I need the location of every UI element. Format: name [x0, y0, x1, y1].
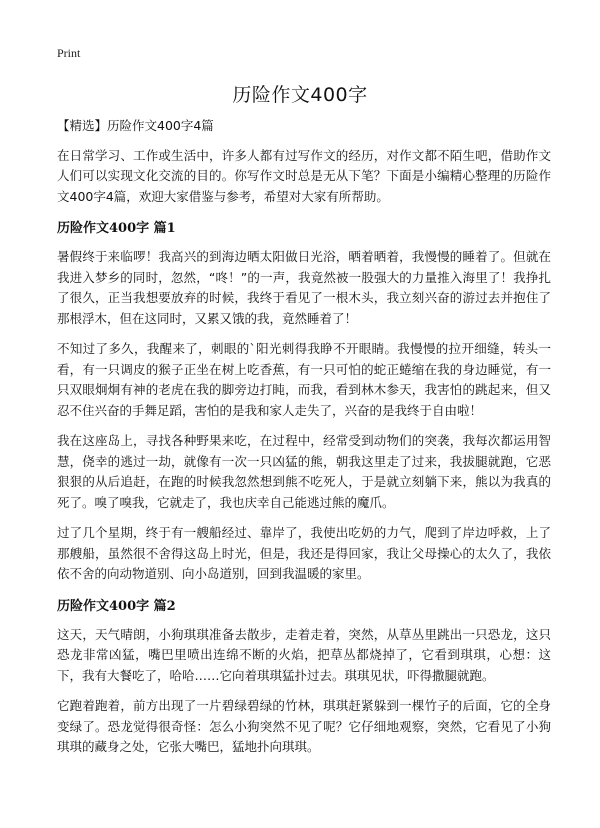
section-heading: 历险作文400字 篇1: [57, 221, 176, 236]
section-heading: 历险作文400字 篇2: [57, 598, 176, 614]
section-2: [57, 597, 551, 758]
section-1: [57, 219, 551, 585]
print-link[interactable]: Print: [57, 46, 81, 60]
paragraph: 它跑着跑着，前方出现了一片碧绿碧绿的竹林，琪琪赶紧躲到一棵竹子的后面，它的全身变绿了。恐龙觉得很奇怪：怎么小狗突然不见了呢？它仔细地观察，突然，它看见了小狗琪琪的藏身之处，它张大嘴巴，猛地扑向琪琪。: [57, 698, 551, 754]
paragraph: 过了几个星期，终于有一艘船经过、靠岸了，我使出吃奶的力气，爬到了岸边呼救，上了那艘船，虽然很不舍得这岛上时光，但是，我还是得回家，我让父母操心的太久了，我依依不舍的向动物道别、向小岛道别，回到我温暖的家里。: [57, 525, 551, 581]
paragraph: 我在这座岛上，寻找各种野果来吃，在过程中，经常受到动物们的突袭，我每次都运用智慧，侥幸的逃过一劫，就像有一次一只凶猛的熊，朝我这里走了过来，我拔腿就跑，它恶狠狠的从后追赶，在跑的时候我忽然想到熊不吃死人，于是就立刻躺下来，熊以为我真的死了。嗅了嗅我，它就走了，我也庆幸自己能逃过熊的魔爪。: [57, 433, 551, 510]
page-title: 历险作文400字: [232, 84, 368, 106]
article-body: [57, 116, 551, 768]
paragraph: 暑假终于来临啰！我高兴的到海边晒太阳做日光浴，晒着晒着，我慢慢的睡着了。但就在我进入梦乡的同时，忽然，“咚！”的一声，我竟然被一股强大的力量推入海里了！我挣扎了很久，正当我想要放弃的时候，我终于看见了一根木头，我立刻兴奋的游过去并抱住了那根浮木，但在这同时，又累又饿的我，竟然睡着了！: [57, 249, 551, 326]
paragraph: 不知过了多久，我醒来了，刺眼的`阳光刺得我睁不开眼睛。我慢慢的拉开细缝，转头一看，有一只调皮的猴子正坐在树上吃香蕉，有一只可怕的蛇正蜷缩在我的身边睡觉，有一只双眼炯炯有神的老虎在我的脚旁边打盹，而我，看到林木参天，我害怕的跳起来，但又忍不住兴奋的手舞足蹈，害怕的是我和家人走失了，兴奋的是我终于自由啦！: [57, 341, 551, 418]
paragraph: 这天，天气晴朗，小狗琪琪准备去散步，走着走着，突然，从草丛里跳出一只恐龙，这只恐龙非常凶猛，嘴巴里喷出连绵不断的火焰，把草丛都烧掉了，它看到琪琪，心想：这下，我有大餐吃了，哈哈……它向着琪琪猛扑过去。琪琪见状，吓得撒腿就跑。: [57, 626, 551, 683]
article-subtitle: 【精选】历险作文400字4篇: [57, 118, 214, 133]
intro-paragraph: 在日常学习、工作或生活中，许多人都有过写作文的经历，对作文都不陌生吧，借助作文人们可以实现文化交流的目的。你写作文时总是无从下笔？下面是小编精心整理的历险作文400字4篇，欢迎大家借鉴与参考，希望对大家有所帮助。: [57, 147, 551, 204]
